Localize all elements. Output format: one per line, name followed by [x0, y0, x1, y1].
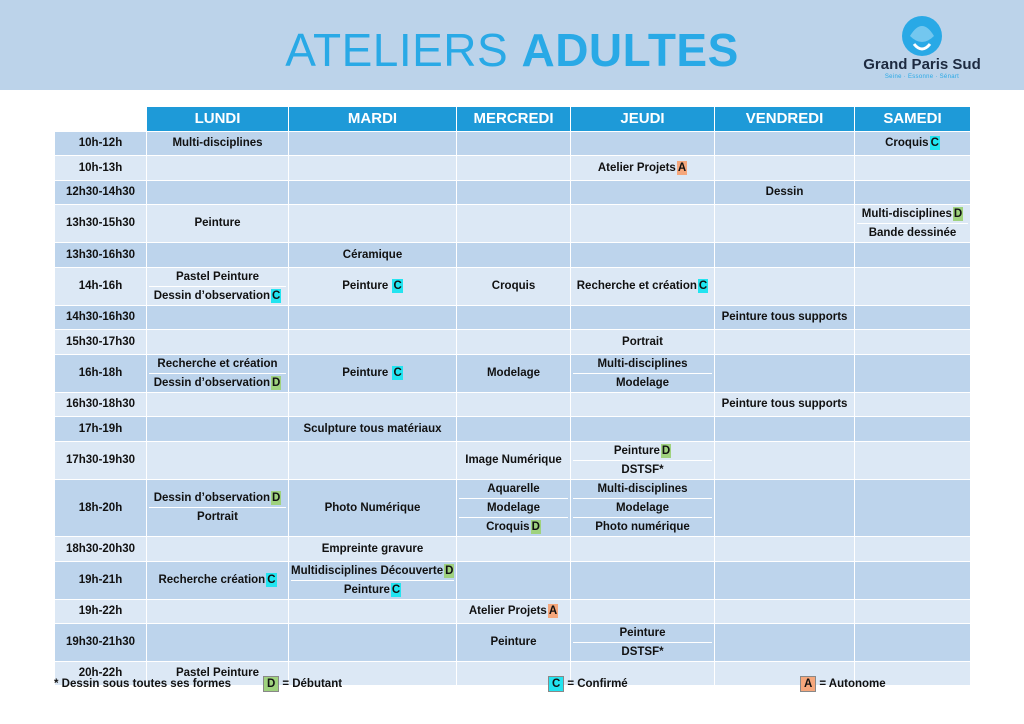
- schedule-cell: [457, 267, 571, 305]
- level-badge: D: [272, 376, 281, 389]
- schedule-cell: [147, 204, 289, 242]
- schedule-cell: [715, 155, 855, 180]
- workshop-name: Multi-disciplines: [861, 207, 952, 220]
- time-slot-label: 19h-22h: [55, 599, 147, 623]
- schedule-cell: [571, 392, 715, 416]
- workshop-entry: [291, 499, 454, 517]
- workshop-name: Pastel Peinture: [175, 270, 260, 283]
- time-slot-label: 18h-20h: [55, 479, 147, 536]
- day-header-jeudi: JEUDI: [571, 107, 715, 131]
- schedule-cell: [571, 479, 715, 536]
- legend-note: * Dessin sous toutes ses formes: [54, 678, 232, 690]
- legend-debutant-label: = Débutant: [282, 678, 343, 690]
- workshop-entry: [573, 159, 712, 177]
- workshop-entry: [149, 373, 286, 392]
- logo-text: Grand Paris Sud: [863, 56, 981, 73]
- workshop-entry: [459, 517, 568, 536]
- schedule-cell: [147, 441, 289, 479]
- title-light: ATELIERS: [285, 24, 509, 76]
- grand-paris-sud-logo: [852, 14, 992, 84]
- schedule-cell: [147, 536, 289, 561]
- workshop-entry: [291, 364, 454, 382]
- workshop-name: Sculpture tous matériaux: [303, 422, 442, 435]
- schedule-row: [55, 623, 971, 661]
- time-slot-label: 12h30-14h30: [55, 180, 147, 204]
- schedule-cell: [289, 623, 457, 661]
- schedule-cell: [289, 131, 457, 155]
- workshop-name: Croquis: [491, 280, 536, 292]
- workshop-entry: [149, 355, 286, 373]
- schedule-cell: [855, 305, 971, 329]
- workshop-entry: [149, 214, 286, 232]
- schedule-cell: [147, 242, 289, 267]
- schedule-cell: [289, 180, 457, 204]
- badge-c: C: [548, 676, 564, 692]
- schedule-cell: [289, 561, 457, 599]
- schedule-cell: [457, 204, 571, 242]
- workshop-name: Bande dessinée: [868, 226, 957, 239]
- time-slot-label: 16h30-18h30: [55, 392, 147, 416]
- schedule-cell: [715, 623, 855, 661]
- schedule-cell: [289, 354, 457, 392]
- schedule-cell: [571, 599, 715, 623]
- corner-cell: [55, 107, 147, 131]
- schedule-cell: [715, 329, 855, 354]
- schedule-body: [55, 131, 971, 685]
- schedule-cell: [147, 180, 289, 204]
- time-slot-label: 14h30-16h30: [55, 305, 147, 329]
- workshop-entry: [573, 480, 712, 498]
- workshop-name: Recherche et création: [157, 357, 278, 370]
- schedule-cell: [289, 599, 457, 623]
- schedule-cell: [855, 561, 971, 599]
- workshop-entry: [573, 517, 712, 536]
- level-badge: C: [267, 574, 276, 586]
- workshop-entry: [291, 540, 454, 558]
- workshop-name: Atelier Projets: [468, 605, 547, 617]
- schedule-cell: [147, 329, 289, 354]
- workshop-name: Croquis: [885, 137, 929, 149]
- workshop-entry: [149, 268, 286, 286]
- level-badge: D: [661, 444, 671, 457]
- day-header-samedi: SAMEDI: [855, 107, 971, 131]
- schedule-cell: [715, 479, 855, 536]
- workshop-name: Modelage: [486, 501, 541, 514]
- schedule-row: [55, 354, 971, 392]
- workshop-entry: [149, 134, 286, 152]
- time-slot-label: 19h30-21h30: [55, 623, 147, 661]
- schedule-row: [55, 392, 971, 416]
- schedule-cell: [571, 131, 715, 155]
- workshop-name: Modelage: [615, 501, 670, 514]
- day-header-mardi: MARDI: [289, 107, 457, 131]
- workshop-name: Céramique: [342, 248, 403, 261]
- schedule-cell: [457, 441, 571, 479]
- workshop-name: Multidisciplines Découverte: [291, 564, 444, 577]
- legend-autonome-label: = Autonome: [819, 678, 886, 690]
- schedule-cell: [457, 416, 571, 441]
- schedule-cell: [457, 180, 571, 204]
- workshop-entry: [573, 498, 712, 517]
- schedule-cell: [571, 204, 715, 242]
- schedule-cell: [855, 536, 971, 561]
- level-badge: C: [393, 280, 402, 292]
- schedule-cell: [715, 416, 855, 441]
- workshop-name: Aquarelle: [487, 482, 540, 495]
- schedule-cell: [571, 536, 715, 561]
- workshop-name: Portrait: [197, 511, 238, 523]
- workshop-entry: [573, 460, 712, 479]
- schedule-cell: [457, 392, 571, 416]
- time-slot-label: 20h-22h: [55, 661, 147, 685]
- workshop-name: Modelage: [615, 376, 670, 389]
- workshop-entry: [149, 489, 286, 507]
- time-slot-label: 10h-12h: [55, 131, 147, 155]
- schedule-cell: [715, 354, 855, 392]
- schedule-row: [55, 155, 971, 180]
- workshop-name: Recherche création: [158, 574, 266, 586]
- schedule-cell: [571, 267, 715, 305]
- schedule-cell: [571, 305, 715, 329]
- schedule-cell: [715, 536, 855, 561]
- level-badge: C: [698, 280, 708, 292]
- day-header-mercredi: MERCREDI: [457, 107, 571, 131]
- workshop-name: Peinture tous supports: [721, 398, 848, 410]
- level-badge: D: [531, 520, 540, 533]
- schedule-cell: [855, 354, 971, 392]
- workshop-entry: [573, 277, 712, 295]
- time-slot-label: 13h30-16h30: [55, 242, 147, 267]
- schedule-row: [55, 204, 971, 242]
- schedule-cell: [855, 329, 971, 354]
- schedule-cell: [571, 354, 715, 392]
- schedule-cell: [289, 536, 457, 561]
- workshop-entry: [291, 580, 454, 599]
- schedule-cell: [715, 561, 855, 599]
- time-slot-label: 19h-21h: [55, 561, 147, 599]
- workshop-entry: [291, 277, 454, 295]
- schedule-cell: [457, 354, 571, 392]
- schedule-cell: [457, 536, 571, 561]
- schedule-cell: [457, 479, 571, 536]
- workshop-entry: [459, 633, 568, 651]
- schedule-cell: [855, 267, 971, 305]
- schedule-cell: [289, 392, 457, 416]
- schedule-cell: [147, 305, 289, 329]
- schedule-cell: [855, 204, 971, 242]
- time-slot-label: 13h30-15h30: [55, 204, 147, 242]
- schedule-row: [55, 305, 971, 329]
- workshop-entry: [717, 395, 852, 413]
- workshop-entry: [459, 451, 568, 469]
- schedule-cell: [289, 329, 457, 354]
- schedule-cell: [457, 305, 571, 329]
- workshop-entry: [459, 602, 568, 620]
- schedule-table: [54, 107, 971, 686]
- schedule-row: [55, 267, 971, 305]
- schedule-cell: [289, 204, 457, 242]
- time-slot-label: 14h-16h: [55, 267, 147, 305]
- time-slot-label: 17h-19h: [55, 416, 147, 441]
- schedule-cell: [147, 416, 289, 441]
- legend-autonome: [799, 676, 886, 692]
- workshop-entry: [573, 624, 712, 642]
- time-slot-label: 15h30-17h30: [55, 329, 147, 354]
- workshop-entry: [459, 364, 568, 382]
- level-badge: C: [391, 583, 401, 596]
- workshop-entry: [573, 333, 712, 351]
- time-slot-label: 18h30-20h30: [55, 536, 147, 561]
- schedule-cell: [715, 180, 855, 204]
- schedule-cell: [855, 479, 971, 536]
- schedule-row: [55, 131, 971, 155]
- schedule-row: [55, 416, 971, 441]
- workshop-name: Peinture: [613, 444, 660, 457]
- workshop-entry: [573, 442, 712, 460]
- level-badge: D: [445, 564, 454, 577]
- schedule-cell: [571, 180, 715, 204]
- workshop-name: Portrait: [622, 335, 663, 348]
- schedule-cell: [715, 305, 855, 329]
- workshop-name: Peinture: [343, 583, 390, 596]
- schedule-cell: [715, 131, 855, 155]
- schedule-row: [55, 242, 971, 267]
- workshop-name: Peinture: [619, 626, 666, 639]
- schedule-cell: [289, 416, 457, 441]
- time-slot-label: 17h30-19h30: [55, 441, 147, 479]
- workshop-name: Atelier Projets: [597, 161, 676, 174]
- workshop-name: Peinture tous supports: [721, 311, 848, 323]
- schedule-cell: [571, 329, 715, 354]
- schedule-cell: [289, 479, 457, 536]
- workshop-entry: [149, 286, 286, 305]
- badge-d: D: [263, 676, 279, 692]
- schedule-cell: [457, 131, 571, 155]
- schedule-cell: [457, 623, 571, 661]
- legend-confirme-label: = Confirmé: [567, 678, 628, 690]
- level-badge: D: [953, 207, 963, 220]
- schedule-cell: [147, 354, 289, 392]
- schedule-row: [55, 561, 971, 599]
- level-badge: A: [548, 605, 558, 617]
- schedule-cell: [571, 242, 715, 267]
- workshop-name: Multi-disciplines: [597, 482, 688, 495]
- schedule-cell: [147, 155, 289, 180]
- schedule-cell: [715, 441, 855, 479]
- workshop-entry: [857, 134, 968, 152]
- schedule-cell: [147, 623, 289, 661]
- time-slot-label: 10h-13h: [55, 155, 147, 180]
- schedule-row: [55, 441, 971, 479]
- workshop-name: Image Numérique: [465, 454, 562, 466]
- schedule-cell: [457, 242, 571, 267]
- schedule-cell: [571, 416, 715, 441]
- workshop-name: Empreinte gravure: [321, 542, 424, 555]
- level-badge: D: [272, 492, 281, 504]
- day-header-lundi: LUNDI: [147, 107, 289, 131]
- title-bold: ADULTES: [521, 24, 739, 76]
- schedule-cell: [571, 441, 715, 479]
- schedule-cell: [715, 242, 855, 267]
- schedule-cell: [147, 479, 289, 536]
- schedule-cell: [289, 155, 457, 180]
- schedule-cell: [855, 155, 971, 180]
- workshop-entry: [459, 480, 568, 498]
- schedule-cell: [147, 267, 289, 305]
- schedule-cell: [571, 155, 715, 180]
- level-badge: A: [677, 161, 687, 174]
- workshop-name: Pastel Peinture: [175, 667, 260, 679]
- schedule-cell: [457, 155, 571, 180]
- workshop-entry: [149, 507, 286, 526]
- day-header-row: [55, 107, 971, 131]
- workshop-name: Dessin d’observation: [153, 376, 270, 389]
- workshop-name: DSTSF*: [621, 645, 664, 658]
- schedule-cell: [855, 623, 971, 661]
- workshop-name: Croquis: [486, 520, 530, 533]
- workshop-entry: [291, 562, 454, 580]
- schedule-cell: [289, 242, 457, 267]
- schedule-cell: [289, 441, 457, 479]
- workshop-entry: [459, 498, 568, 517]
- workshop-name: Photo numérique: [595, 520, 690, 533]
- workshop-name: Dessin d’observation: [153, 492, 270, 504]
- workshop-name: Photo Numérique: [324, 501, 421, 514]
- schedule-cell: [289, 305, 457, 329]
- schedule-cell: [855, 392, 971, 416]
- schedule-cell: [715, 392, 855, 416]
- workshop-name: Multi-disciplines: [597, 357, 688, 370]
- workshop-name: Multi-disciplines: [172, 137, 263, 149]
- schedule-cell: [715, 204, 855, 242]
- workshop-name: Dessin: [765, 186, 804, 198]
- workshop-name: DSTSF*: [621, 463, 664, 476]
- workshop-name: Modelage: [486, 367, 541, 379]
- schedule-cell: [147, 599, 289, 623]
- schedule-cell: [457, 561, 571, 599]
- workshop-entry: [459, 277, 568, 295]
- schedule-cell: [855, 441, 971, 479]
- schedule-cell: [147, 131, 289, 155]
- schedule-cell: [571, 623, 715, 661]
- schedule-cell: [147, 561, 289, 599]
- workshop-entry: [573, 373, 712, 392]
- workshop-entry: [573, 642, 712, 661]
- workshop-entry: [857, 205, 968, 223]
- level-badge: C: [393, 367, 402, 379]
- schedule-cell: [571, 561, 715, 599]
- schedule-row: [55, 329, 971, 354]
- schedule-row: [55, 536, 971, 561]
- workshop-name: Peinture: [342, 280, 392, 292]
- logo-globe-icon: [852, 14, 992, 58]
- level-badge: C: [930, 137, 939, 149]
- schedule-cell: [457, 329, 571, 354]
- workshop-name: Peinture: [194, 217, 241, 229]
- schedule-row: [55, 180, 971, 204]
- workshop-name: Peinture: [490, 636, 537, 648]
- workshop-entry: [857, 223, 968, 242]
- schedule-row: [55, 599, 971, 623]
- schedule-cell: [855, 180, 971, 204]
- workshop-entry: [717, 183, 852, 201]
- workshop-entry: [149, 571, 286, 589]
- legend-confirme: [547, 676, 628, 692]
- workshop-entry: [291, 420, 454, 438]
- legend-debutant: [262, 676, 342, 692]
- schedule-cell: [855, 599, 971, 623]
- workshop-entry: [291, 246, 454, 264]
- day-header-vendredi: VENDREDI: [715, 107, 855, 131]
- workshop-entry: [717, 308, 852, 326]
- workshop-name: Recherche et création: [576, 280, 697, 292]
- schedule-cell: [457, 599, 571, 623]
- workshop-name: Peinture: [342, 367, 392, 379]
- logo-subtitle: Seine · Essonne · Sénart: [884, 74, 960, 80]
- workshop-entry: [573, 355, 712, 373]
- schedule-cell: [855, 416, 971, 441]
- page-header: [0, 0, 1024, 90]
- time-slot-label: 16h-18h: [55, 354, 147, 392]
- schedule-row: [55, 479, 971, 536]
- schedule-cell: [715, 267, 855, 305]
- badge-a: A: [800, 676, 816, 692]
- workshop-name: Dessin d’observation: [153, 289, 270, 302]
- schedule-cell: [855, 242, 971, 267]
- schedule-cell: [715, 599, 855, 623]
- schedule-cell: [289, 267, 457, 305]
- level-badge: C: [272, 289, 281, 302]
- schedule-cell: [147, 392, 289, 416]
- schedule-cell: [855, 131, 971, 155]
